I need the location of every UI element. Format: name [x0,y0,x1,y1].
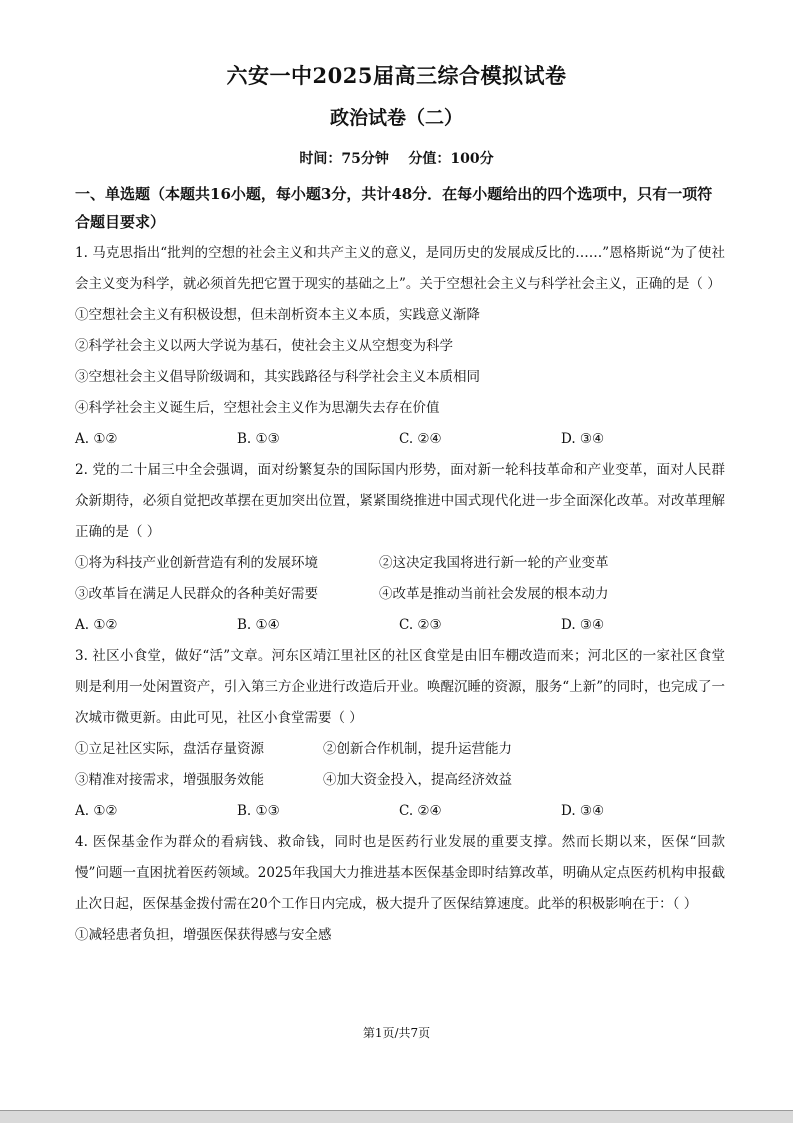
exam-subtitle: 政治试卷（二） [329,107,463,129]
questions-body [75,238,725,951]
question-item: ③空想社会主义倡导阶级调和，其实践路径与科学社会主义本质相同 [75,369,480,385]
option-d: D. ③④ [561,431,605,447]
question-stem: 1. 马克思指出“批判的空想的社会主义和共产主义的意义，是同历史的发展成反比的……”恩格斯说“为了使社会主义变为科学，就必须首先把它置于现实的基础之上”。关于空想社会主义与科学社会主义，正确的是（ ） [75,245,725,292]
option-c: C. ②③ [399,617,442,633]
question-3 [75,641,725,827]
question-item: ④加大资金投入，提高经济效益 [323,772,512,788]
option-c: C. ②④ [399,803,442,819]
exam-meta: 时间：75分钟 分值：100分 [299,151,494,167]
option-d: D. ③④ [561,617,605,633]
question-item-row [75,548,725,579]
option-b: B. ①③ [237,803,280,819]
question-item: ①将为科技产业创新营造有利的发展环境 [75,555,318,571]
question-item: ②创新合作机制，提升运营能力 [323,741,512,757]
option-c: C. ②④ [399,431,442,447]
question-item: ①空想社会主义有积极设想，但未剖析资本主义本质，实践意义渐降 [75,307,480,323]
option-b: B. ①④ [237,617,280,633]
option-b: B. ①③ [237,431,280,447]
answer-options [75,610,725,641]
question-stem: 2. 党的二十届三中全会强调，面对纷繁复杂的国际国内形势，面对新一轮科技革命和产业变革，面对人民群众新期待，必须自觉把改革摆在更加突出位置，紧紧围绕推进中国式现代化进一步全面深化改革。对改革理解正确的是（ ） [75,462,725,540]
question-item: ④科学社会主义诞生后，空想社会主义作为思潮失去存在价值 [75,400,440,416]
question-4 [75,827,725,951]
option-a: A. ①② [75,617,118,633]
exam-title: 六安一中2025届高三综合模拟试卷 [226,63,567,88]
question-item: ③精准对接需求，增强服务效能 [75,772,264,788]
section-heading: 一、单选题（本题共16小题，每小题3分，共计48分．在每小题给出的四个选项中，只有一项符合题目要求） [75,185,713,231]
option-a: A. ①② [75,803,118,819]
question-stem: 3. 社区小食堂，做好“活”文章。河东区靖江里社区的社区食堂是由旧车棚改造而来；河北区的一家社区食堂则是利用一处闲置资产，引入第三方企业进行改造后开业。唤醒沉睡的资源，服务“上新”的同时，也完成了一次城市微更新。由此可见，社区小食堂需要（ ） [75,648,725,726]
answer-options [75,424,725,455]
page-number: 第1页/共7页 [362,1026,431,1040]
window-bottom-edge [0,1110,793,1123]
question-1 [75,238,725,455]
question-item-row [75,765,725,796]
option-d: D. ③④ [561,803,605,819]
question-item: ②科学社会主义以两大学说为基石，使社会主义从空想变为科学 [75,338,453,354]
question-item-row [75,579,725,610]
answer-options [75,796,725,827]
option-a: A. ①② [75,431,118,447]
question-item: ③改革旨在满足人民群众的各种美好需要 [75,586,318,602]
question-item: ②这决定我国将进行新一轮的产业变革 [379,555,609,571]
question-item: ④改革是推动当前社会发展的根本动力 [379,586,609,602]
question-item: ①减轻患者负担，增强医保获得感与安全感 [75,927,332,943]
question-2 [75,455,725,641]
question-stem: 4. 医保基金作为群众的看病钱、救命钱，同时也是医药行业发展的重要支撑。然而长期以来，医保“回款慢”问题一直困扰着医药领域。2025年我国大力推进基本医保基金即时结算改革，明确从定点医药机构申报截止次日起，医保基金拨付需在20个工作日内完成，极大提升了医保结算速度。此举的积极影响在于：（ ） [75,834,725,912]
question-item: ①立足社区实际，盘活存量资源 [75,741,264,757]
question-item-row [75,734,725,765]
